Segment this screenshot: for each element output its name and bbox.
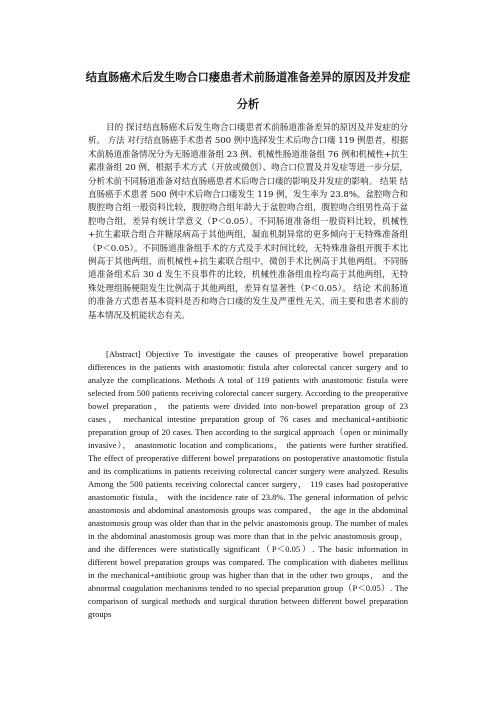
paper-title bbox=[60, 64, 436, 118]
title-line-2: 分析 bbox=[236, 98, 260, 111]
chinese-abstract bbox=[88, 122, 408, 323]
title-line-1: 结直肠癌术后发生吻合口瘘患者术前肠道准备差异的原因及并发症 bbox=[85, 71, 411, 84]
chinese-abstract-text: 目的 探讨结直肠癌术后发生吻合口瘘患者术前肠道准备差异的原因及并发症的分析。 方法 对行结直肠癌手术患者 500 例中选择发生术后吻合口瘘 119 例患者，根据术前肠道准备情况分为无肠道准备组 23 例、机械性肠道准备组 76 例和机械性+抗生素准备组 20 例，根据手术方式（开放或微创）、吻合口位置及并发症等进一步分层，分析术前不同肠道准备对结直肠癌患者术后吻合口瘘的影响及并发症的影响。 结果 结直肠癌手术患者 500 例中术后吻合口瘘发生 119 例，发生率为 23.8%。盆腔吻合和腹腔吻合组一般资料比较，腹腔吻合组年龄大于盆腔吻合组，腹腔吻合组男性高于盆腔吻合组，差异有统计学意义（P＜0.05）。不同肠道准备组一般资料比较，机械性+抗生素联合组合并糖尿病高于其他两组，凝血机制异常的更多倾向于无特殊准备组（P＜0.05）。不同肠道准备组手术的方式及手术时间比较，无特殊准备组开腹手术比例高于其他两组，而机械性+抗生素联合组中，微创手术比例高于其他两组。不同肠道准备组术后 30 d 发生不良事件的比较，机械性准备组血栓均高于其他两组，无特殊处理组肠梗阻发生比例高于其他两组，差异有显著性（P＜0.05）。 结论 术前肠道的准备方式患者基本资料是否和吻合口瘘的发生及严重性无关，而主要和患者术前的基本情况及机能状态有关。 bbox=[88, 123, 408, 321]
english-abstract-text: [Abstract] Objective To investigate the causes of preoperative bowel preparation differences in the patients with anastomotic fistula after colorectal cancer surgery and to analyze the complications. Methods A total of 119 patients with anastomotic fistula were selected from 500 patients receiving colorectal cancer surgery. According to the preoperative bowel preparation， the patients were divided into non-bowel preparation group of 23 cases， mechanical intestine preparation group of 76 cases and mechanical+antibiotic preparation group of 20 cases. Then according to the surgical approach（open or minimally invasive）， anastomotic location and complications， the patients were further stratified. The effect of preoperative different bowel preparations on postoperative anastomotic fistula and its complications in patients receiving colorectal cancer surgery were analyzed. Results Among the 500 patients receiving colorectal cancer surgery， 119 cases had postoperative anastomotic fistula， with the incidence rate of 23.8%. The general information of pelvic anastomosis and abdominal anastomosis groups was compared， the age in the abdominal anastomosis group was older than that in the pelvic anastomosis group. The number of males in the abdominal anastomosis group was more than that in the pelvic anastomosis group， and the differences were statistically significant（P＜0.05）. The basic information in different bowel preparation groups was compared. The complication with diabetes mellitus in the mechanical+antibiotic group was higher than that in the other two groups， and the abnormal coagulation mechanisms tended to no special preparation group（P＜0.05）. The comparison of surgical methods and surgical duration between different bowel preparation groups bbox=[88, 349, 408, 619]
english-abstract bbox=[88, 348, 408, 621]
